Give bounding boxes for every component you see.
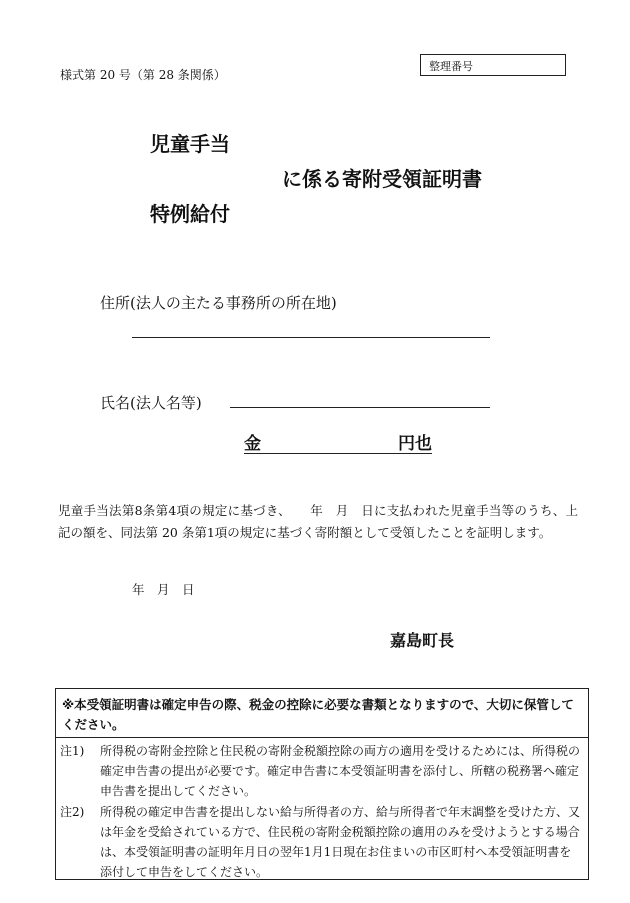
- name-underline: [230, 407, 490, 408]
- issuer-name: 嘉島町長: [390, 631, 455, 650]
- note-1: [60, 741, 582, 801]
- address-label: 住所(法人の主たる事務所の所在地): [100, 294, 337, 312]
- note-2: [60, 802, 582, 882]
- amount-prefix: 金: [244, 434, 261, 454]
- address-underline: [132, 337, 490, 338]
- issue-date: 年 月 日: [132, 582, 195, 597]
- notes-box: [55, 688, 589, 880]
- management-number-label: 整理番号: [429, 60, 473, 73]
- notes-divider: [56, 737, 588, 738]
- management-number-box: [420, 54, 566, 76]
- amount-suffix: 円也: [398, 434, 432, 454]
- note-2-text: 所得税の確定申告書を提出しない給与所得者の方、給与所得者で年末調整を受けた方、又は年金を受給されている方で、住民税の寄附金税額控除の適用のみを受けようとする場合は、本受領証明書の証明年月日の翌年1月1日現在お住まいの市区町村へ本受領証明書を添付して申告をしてください。: [100, 805, 581, 879]
- title-line-2: に係る寄附受領証明書: [282, 167, 482, 191]
- note-1-text: 所得税の寄附金控除と住民税の寄附金税額控除の両方の適用を受けるためには、所得税の確定申告書の提出が必要です。確定申告書に本受領証明書を添付し、所轄の税務署へ確定申告書を提出してください。: [100, 744, 581, 798]
- note-1-label: 注1): [60, 744, 85, 758]
- name-label: 氏名(法人名等): [100, 394, 202, 412]
- amount-field: [244, 429, 432, 454]
- storage-warning: ※本受領証明書は確定申告の際、税金の控除に必要な書類となりますので、大切に保管してください。: [62, 697, 574, 732]
- note-2-label: 注2): [60, 805, 85, 819]
- form-number: 様式第 20 号（第 28 条関係）: [60, 68, 226, 82]
- title-line-3: 特例給付: [150, 202, 230, 226]
- certification-text: 児童手当法第8条第4項の規定に基づき、 年 月 日に支払われた児童手当等のうち、上記の額を、同法第 20 条第1項の規定に基づく寄附額として受領したことを証明します。: [58, 503, 578, 540]
- title-line-1: 児童手当: [150, 132, 230, 156]
